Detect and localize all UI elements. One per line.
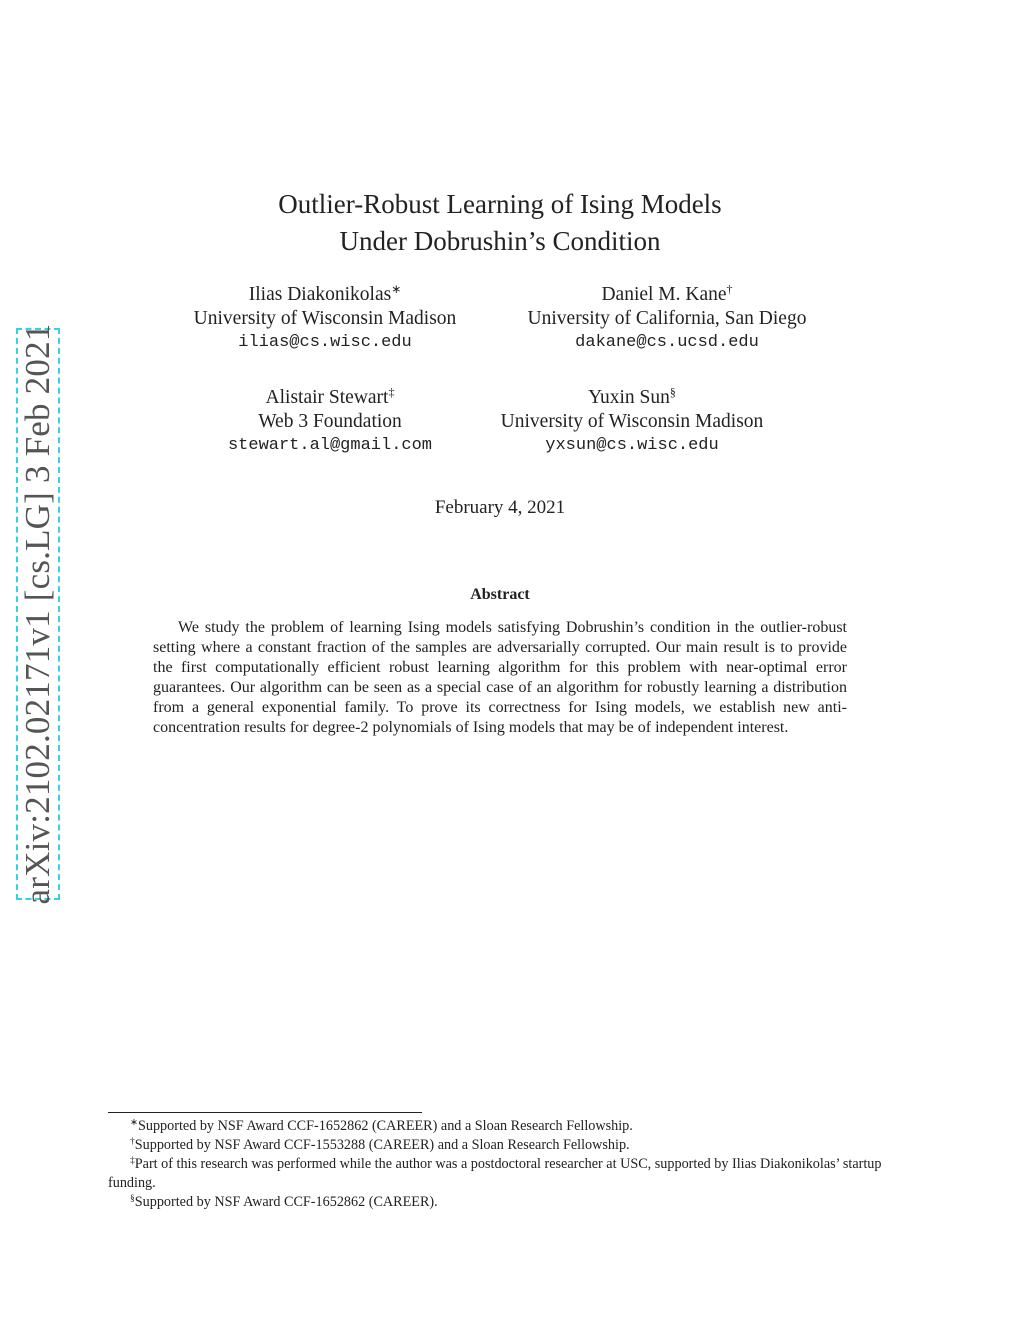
author-name: Yuxin Sun (588, 387, 670, 408)
footnote-text: Supported by NSF Award CCF-1553288 (CAREER) and a Sloan Research Fellowship. (134, 1137, 630, 1153)
author-email: ilias@cs.wisc.edu (238, 333, 412, 352)
author-name: Daniel M. Kane (601, 284, 727, 305)
footnote-mark: ‡ (388, 385, 395, 399)
author-name: Alistair Stewart (265, 387, 389, 408)
footnote (108, 1136, 894, 1155)
paper-title-line-1: Outlier-Robust Learning of Ising Models (278, 189, 722, 219)
paper-date: February 4, 2021 (434, 497, 566, 518)
author-block (160, 386, 500, 458)
author-name: Ilias Diakonikolas (248, 284, 392, 305)
author-email: stewart.al@gmail.com (227, 436, 433, 455)
author-affiliation: University of Wisconsin Madison (193, 308, 457, 329)
footnote-text: Supported by NSF Award CCF-1652862 (CAREER) and a Sloan Research Fellowship. (137, 1118, 633, 1134)
author-block (497, 283, 837, 355)
abstract-heading: Abstract (470, 586, 530, 603)
footnote-mark: † (726, 282, 733, 296)
footnote-mark: ‡ (130, 1156, 135, 1166)
arxiv-stamp[interactable] (16, 323, 60, 905)
footnote (108, 1193, 894, 1212)
footnote (108, 1117, 894, 1136)
footnote-mark: † (130, 1137, 135, 1147)
abstract-text: We study the problem of learning Ising models satisfying Dobrushin’s condition in the outlier-robust setting where a constant fraction of the samples are adversarially corrupted. Our main result is to provide the first computationally efficient robust learning algorithm for this problem with near-optimal error guarantees. Our algorithm can be seen as a special case of an algorithm for robustly learning a distribution from a general exponential family. To prove its correctness for Ising models, we establish new anti-concentration results for degree-2 polynomials of Ising models that may be of independent interest. (153, 619, 847, 736)
author-affiliation: Web 3 Foundation (258, 411, 402, 432)
footnote-text: Supported by NSF Award CCF-1652862 (CAREER). (134, 1194, 438, 1210)
author-affiliation: University of California, San Diego (527, 308, 807, 329)
footnote-mark: ∗ (391, 282, 402, 296)
author-affiliation: University of Wisconsin Madison (500, 411, 764, 432)
footnotes (108, 1117, 894, 1212)
arxiv-stamp-text: arXiv:2102.02171v1 [cs.LG] 3 Feb 2021 (18, 323, 57, 905)
footnote (108, 1155, 894, 1193)
footnote-mark: § (130, 1194, 135, 1204)
footnote-mark: § (669, 385, 676, 399)
paper-title-line-2: Under Dobrushin’s Condition (339, 226, 661, 256)
footnote-text: Part of this research was performed while the author was a postdoctoral researcher at USC, supported by Ilias Diakonikolas’ startup funding. (108, 1156, 882, 1191)
author-email: dakane@cs.ucsd.edu (575, 333, 759, 352)
footnote-mark: ∗ (130, 1118, 138, 1128)
author-email: yxsun@cs.wisc.edu (545, 436, 719, 455)
author-block (155, 283, 495, 355)
footnote-divider (108, 1112, 422, 1113)
author-block (462, 386, 802, 458)
